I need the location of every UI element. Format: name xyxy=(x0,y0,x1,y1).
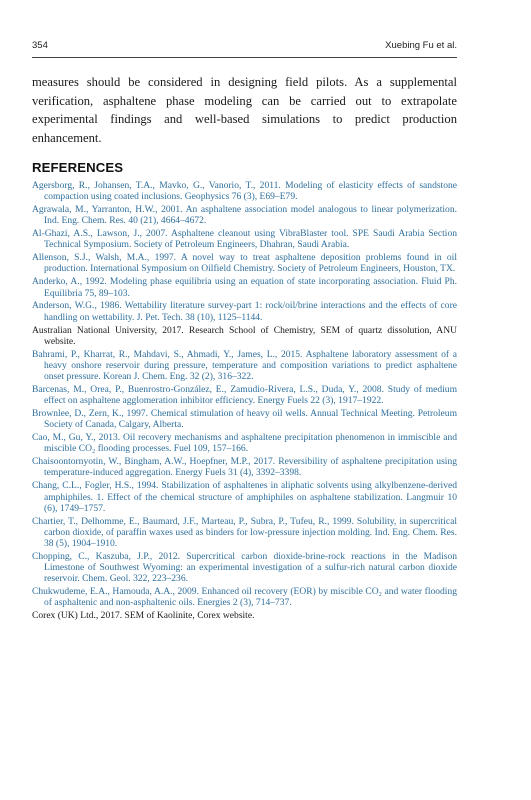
reference-entry[interactable]: Chopping, C., Kaszuba, J.P., 2012. Supercritical carbon dioxide-brine-rock reactions in the Madison Limestone of Southwest Wyoming: an experimental investigation of a sulfur-rich natural carbon dioxide reservoir. Chem. Geol. 322, 223–236. xyxy=(32,550,457,585)
reference-entry[interactable]: Chartier, T., Delhomme, E., Baumard, J.F., Marteau, P., Subra, P., Tufeu, R., 1999. Solubility, in supercritical carbon dioxide, of paraffin waxes used as binders for low-pressure injection molding. Ind. Eng. Chem. Res. 38 (5), 1904–1910. xyxy=(32,515,457,550)
reference-entry: Corex (UK) Ltd., 2017. SEM of Kaolinite, Corex website. xyxy=(32,610,255,622)
reference-entry: Australian National University, 2017. Research School of Chemistry, SEM of quartz dissolution, ANU website. xyxy=(32,324,457,347)
reference-entry[interactable]: Chukwudeme, E.A., Hamouda, A.A., 2009. Enhanced oil recovery (EOR) by miscible CO₂ and water flooding of asphaltenic and non-asphaltenic oils. Energies 2 (3), 714–737. xyxy=(32,586,457,609)
reference-entry[interactable]: Barcenas, M., Orea, P., Buenrostro-González, E., Zamudio-Rivera, L.S., Duda, Y., 2008. Study of medium effect on asphaltene agglomeration inhibitor efficiency. Energy Fuels 22 (3), 1917–1922. xyxy=(32,383,457,407)
intro-paragraph: measures should be considered in designing field pilots. As a supplemental verification, asphaltene phase modeling can be carried out to extrapolate experimental findings and well-based simulations to predict production enhancement. xyxy=(32,75,457,145)
reference-entry[interactable]: Anderko, A., 1992. Modeling phase equilibria using an equation of state incorporating association. Fluid Ph. Equilibria 75, 89–103. xyxy=(32,276,457,299)
reference-entry[interactable]: Agrawala, M., Yarranton, H.W., 2001. An asphaltene association model analogous to linear polymerization. Ind. Eng. Chem. Res. 40 (21), 4664–4672. xyxy=(32,204,457,227)
reference-entry[interactable]: Anderson, W.G., 1986. Wettability literature survey-part 1: rock/oil/brine interactions and the effects of core handling on wettability. J. Pet. Tech. 38 (10), 1125–1144. xyxy=(32,300,457,323)
reference-entry[interactable]: Cao, M., Gu, Y., 2013. Oil recovery mechanisms and asphaltene precipitation phenomenon in immiscible and miscible CO₂ flooding processes. Fuel 109, 157–166. xyxy=(32,432,457,455)
reference-entry[interactable]: Al-Ghazi, A.S., Lawson, J., 2007. Asphaltene cleanout using VibraBlaster tool. SPE Saudi Arabia Section Technical Symposium. Society of Petroleum Engineers, Dhahran, Saudi Arabia. xyxy=(32,228,457,251)
reference-entry[interactable]: Chang, C.L., Fogler, H.S., 1994. Stabilization of asphaltenes in aliphatic solvents using alkylbenzene-derived amphiphiles. 1. Effect of the chemical structure of amphiphiles on asphaltene stabilization. Langmuir 10 (6), 1749–1757. xyxy=(32,480,457,514)
reference-entry[interactable]: Agersborg, R., Johansen, T.A., Mavko, G., Vanorio, T., 2011. Modeling of elasticity effects of sandstone compaction using coated inclusions. Geophysics 76 (3), E69–E79. xyxy=(32,180,457,203)
page-header xyxy=(32,40,457,54)
reference-entry[interactable]: Brownlee, D., Zern, K., 1997. Chemical stimulation of heavy oil wells. Annual Technical Meeting. Petroleum Society of Canada, Calgary, Alberta. xyxy=(32,408,457,431)
reference-entry[interactable]: Chaisoontornyotin, W., Bingham, A.W., Hoepfner, M.P., 2017. Reversibility of asphaltene precipitation using temperature-induced aggregation. Energy Fuels 31 (4), 3392–3398. xyxy=(32,456,457,479)
references-heading: REFERENCES xyxy=(32,160,124,175)
running-head: Xuebing Fu et al. xyxy=(385,40,457,51)
reference-list xyxy=(32,180,457,623)
reference-entry[interactable]: Allenson, S.J., Walsh, M.A., 1997. A novel way to treat asphaltene deposition problems found in oil production. International Symposium on Oilfield Chemistry. Society of Petroleum Engineers, Houston, TX. xyxy=(32,252,457,275)
page-number: 354 xyxy=(32,40,48,51)
header-rule xyxy=(32,57,457,58)
reference-entry[interactable]: Bahrami, P., Kharrat, R., Mahdavi, S., Ahmadi, Y., James, L., 2015. Asphaltene laboratory assessment of a heavy onshore reservoir during pressure, temperature and composition variations to predict asphaltene onset pressure. Korean J. Chem. Eng. 32 (2), 316–322. xyxy=(32,348,457,383)
